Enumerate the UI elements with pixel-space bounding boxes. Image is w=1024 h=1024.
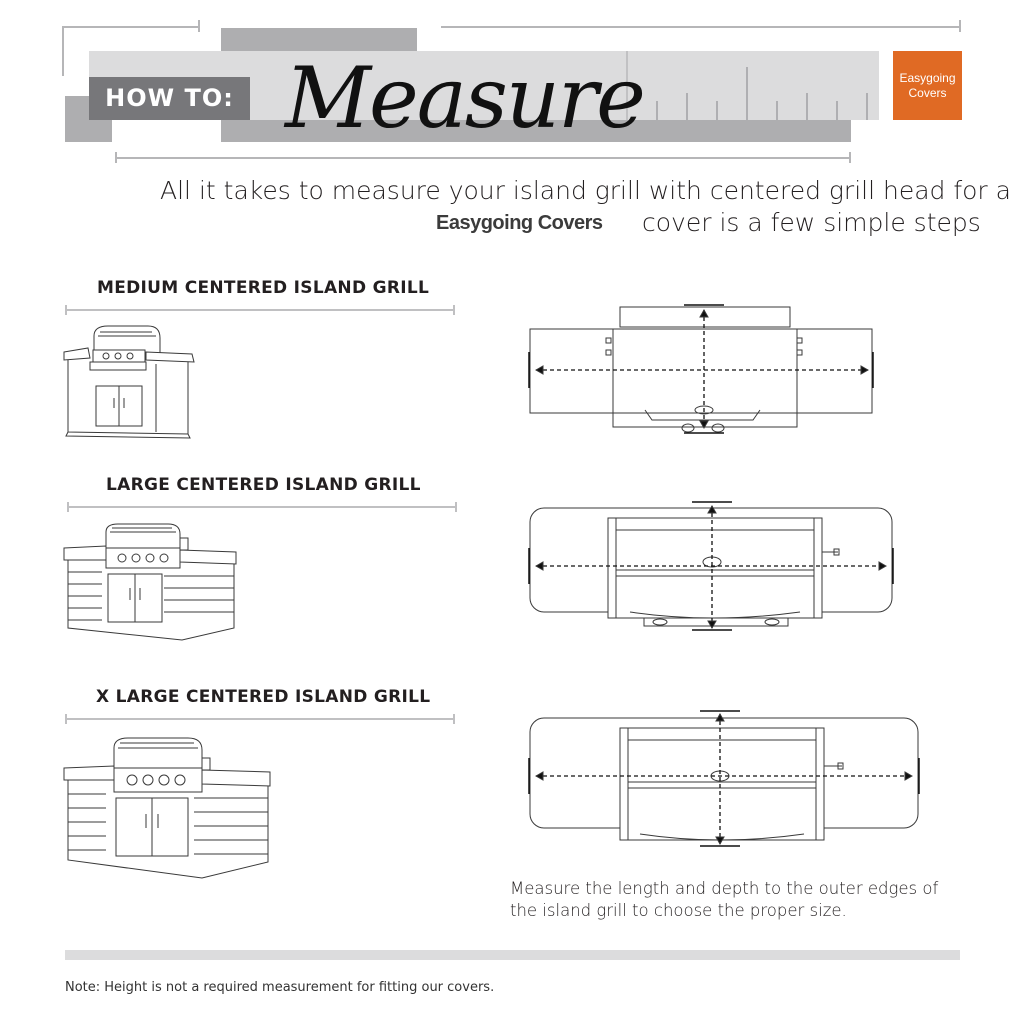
how-to-label: HOW TO: <box>89 77 250 120</box>
section-title-xlarge: X LARGE CENTERED ISLAND GRILL <box>96 687 431 707</box>
section-rule-medium <box>65 309 455 311</box>
header-line-left-cap <box>198 20 200 32</box>
intro-line-2: cover is a few simple steps <box>642 208 981 237</box>
section-title-large: LARGE CENTERED ISLAND GRILL <box>106 475 421 495</box>
section-rule-xlarge <box>65 718 455 720</box>
header-line-bottom <box>115 157 851 159</box>
header-line-bottom-cap-left <box>115 152 117 163</box>
page-title: Measure <box>285 49 644 147</box>
header-line-right-cap <box>959 20 961 32</box>
large-grill-diagram <box>520 500 900 632</box>
xlarge-island-grill-illustration <box>62 734 274 882</box>
header-line-top-left <box>62 26 200 28</box>
footer-bar <box>65 950 960 960</box>
section-title-medium: MEDIUM CENTERED ISLAND GRILL <box>97 278 430 298</box>
header-line-bottom-cap-right <box>849 152 851 163</box>
header-line-left-vertical <box>62 26 64 76</box>
ruler-ticks <box>626 51 879 120</box>
large-island-grill-illustration <box>62 520 240 644</box>
section-rule-large <box>67 506 457 508</box>
logo-line-1: Easygoing <box>899 70 956 85</box>
intro-brand: Easygoing Covers <box>436 212 603 234</box>
intro-line-1: All it takes to measure your island grill with centered grill head for a <box>160 176 1011 205</box>
medium-grill-diagram <box>520 300 880 440</box>
header-line-top-right <box>441 26 961 28</box>
measurement-caption: Measure the length and depth to the outer edges of the island grill to choose the proper size. <box>510 879 939 920</box>
medium-island-grill-illustration <box>60 322 200 444</box>
logo-line-2: Covers <box>908 85 947 100</box>
xlarge-grill-diagram <box>520 708 930 850</box>
footnote: Note: Height is not a required measurement for fitting our covers. <box>65 980 495 995</box>
brand-logo <box>893 51 962 120</box>
